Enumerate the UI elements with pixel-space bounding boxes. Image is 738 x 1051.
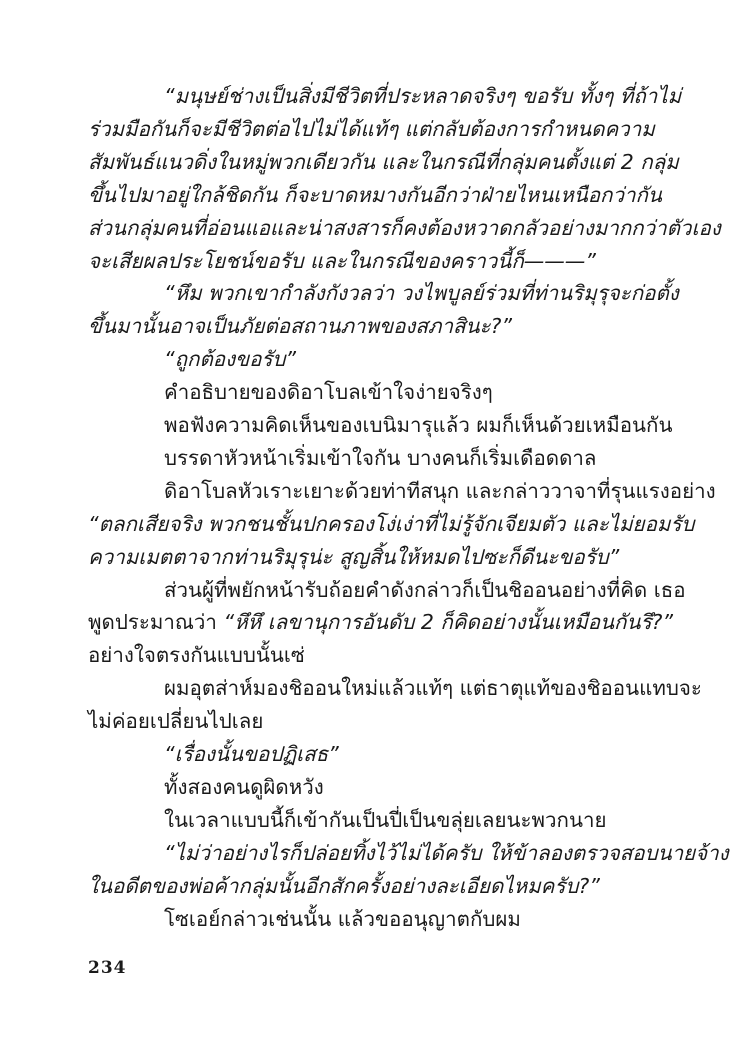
text-line: “ตลกเสียจริง พวกชนชั้นปกครองโง่เง่าที่ไม่รู้จักเจียมตัว และไม่ยอมรับ [88,511,695,536]
quote-segment: “หึหึ เลขานุการอันดับ 2 ก็คิดอย่างนั้นเหมือนกันรึ?” [223,610,673,635]
text-line: “เรื่องนั้นขอปฏิเสธ” [164,742,339,766]
text-line: ส่วนกลุ่มคนที่อ่อนแอและน่าสงสารก็คงต้องหวาดกลัวอย่างมากกว่าตัวเอง [88,215,721,240]
text-line: “หึม พวกเขากำลังกังวลว่า วงไพบูลย์ร่วมที่ท่านริมุรุจะก่อตั้ง [164,281,679,306]
text-line: “ถูกต้องขอรับ” [164,347,297,372]
text-line: สัมพันธ์แนวดิ่งในหมู่พวกเดียวกัน และในกรณีที่กลุ่มคนตั้งแต่ 2 กลุ่ม [88,149,679,174]
text-line [88,604,673,640]
text-line: บรรดาหัวหน้าเริ่มเข้าใจกัน บางคนก็เริ่มเดือดดาล [164,445,597,470]
text-line: ไม่ค่อยเปลี่ยนไปเลย [88,709,264,734]
text-line: ในเวลาแบบนี้ก็เข้ากันเป็นปี่เป็นขลุ่ยเลยนะพวกนาย [164,807,607,832]
text-line: อย่างใจตรงกันแบบนั้นเซ่ [88,643,305,668]
text-line: ขึ้นมานั้นอาจเป็นภัยต่อสถานภาพของสภาสินะ?” [88,314,512,339]
text-line: ความเมตตาจากท่านริมุรุน่ะ สูญสิ้นให้หมดไปซะก็ดีนะขอรับ” [88,544,620,569]
text-line: ส่วนผู้ที่พยักหน้ารับถ้อยคำดังกล่าวก็เป็นชิออนอย่างที่คิด เธอ [164,577,686,602]
text-line: ดิอาโบลหัวเราะเยาะด้วยท่าทีสนุก และกล่าววาจาที่รุนแรงอย่าง [164,478,716,503]
text-line: โซเอย์กล่าวเช่นนั้น แล้วขออนุญาตกับผม [164,906,521,931]
text-line: “ไม่ว่าอย่างไรก็ปล่อยทิ้งไว้ไม่ได้ครับ ให้ข้าลองตรวจสอบนายจ้าง [164,840,729,865]
page-number: 234 [88,958,127,978]
text-line: ผมอุตส่าห์มองชิออนใหม่แล้วแท้ๆ แต่ธาตุแท้ของชิออนแทบจะ [164,676,702,701]
text-line: ในอดีตของพ่อค้ากลุ่มนั้นอีกสักครั้งอย่างละเอียดไหมครับ?” [88,873,600,898]
text-line: จะเสียผลประโยชน์ขอรับ และในกรณีของคราวนี้ก็———” [88,248,596,273]
text-line: ขึ้นไปมาอยู่ใกล้ชิดกัน ก็จะบาดหมางกันอีกว่าฝ่ายไหนเหนือกว่ากัน [88,182,662,207]
text-line: ร่วมมือกันก็จะมีชีวิตต่อไปไม่ได้แท้ๆ แต่กลับต้องการกำหนดความ [88,116,655,141]
text-line: คำอธิบายของดิอาโบลเข้าใจง่ายจริงๆ [164,380,493,405]
text-segment: พูดประมาณว่า [88,610,224,635]
text-line: ทั้งสองคนดูผิดหวัง [164,774,324,799]
text-line: พอฟังความคิดเห็นของเบนิมารุแล้ว ผมก็เห็นด้วยเหมือนกัน [164,413,673,437]
text-line: “มนุษย์ช่างเป็นสิ่งมีชีวิตที่ประหลาดจริงๆ ขอรับ ทั้งๆ ที่ถ้าไม่ [164,84,682,108]
